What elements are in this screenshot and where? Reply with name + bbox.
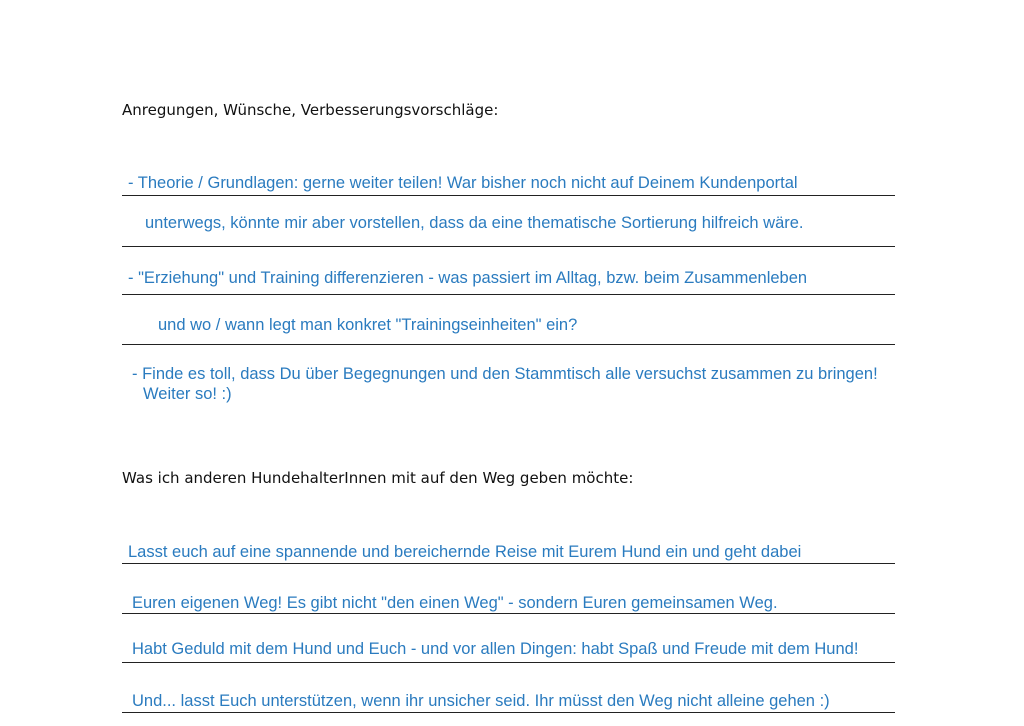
section2-line-1: Lasst euch auf eine spannende und bereichernde Reise mit Eurem Hund ein und geht dabei: [128, 543, 802, 561]
section2-line-2: Euren eigenen Weg! Es gibt nicht "den einen Weg" - sondern Euren gemeinsamen Weg.: [132, 594, 778, 612]
answer-rule-7: [122, 662, 895, 663]
section1-line-1: - Theorie / Grundlagen: gerne weiter teilen! War bisher noch nicht auf Deinem Kundenportal: [128, 174, 798, 192]
answer-rule-5: [122, 563, 895, 564]
section1-line-2: unterwegs, könnte mir aber vorstellen, dass da eine thematische Sortierung hilfreich wäre.: [145, 214, 804, 232]
answer-rule-2: [122, 246, 895, 247]
section1-heading: Anregungen, Wünsche, Verbesserungsvorschläge:: [122, 101, 499, 119]
answer-rule-1: [122, 195, 895, 196]
section1-line-6: Weiter so! :): [143, 385, 232, 403]
answer-rule-4: [122, 344, 895, 345]
section1-line-3: - "Erziehung" und Training differenzieren - was passiert im Alltag, bzw. beim Zusammenleben: [128, 269, 808, 287]
section2-line-3: Habt Geduld mit dem Hund und Euch - und vor allen Dingen: habt Spaß und Freude mit dem Hund!: [132, 640, 859, 658]
section1-line-5: - Finde es toll, dass Du über Begegnungen und den Stammtisch alle versuchst zusammen zu bringen!: [132, 365, 878, 383]
section1-line-4: und wo / wann legt man konkret "Trainingseinheiten" ein?: [158, 316, 578, 334]
answer-rule-6: [122, 613, 895, 614]
section2-heading: Was ich anderen HundehalterInnen mit auf den Weg geben möchte:: [122, 469, 634, 487]
section2-line-4: Und... lasst Euch unterstützen, wenn ihr unsicher seid. Ihr müsst den Weg nicht alleine gehen :): [132, 692, 830, 710]
answer-rule-8: [122, 712, 895, 713]
answer-rule-3: [122, 294, 895, 295]
